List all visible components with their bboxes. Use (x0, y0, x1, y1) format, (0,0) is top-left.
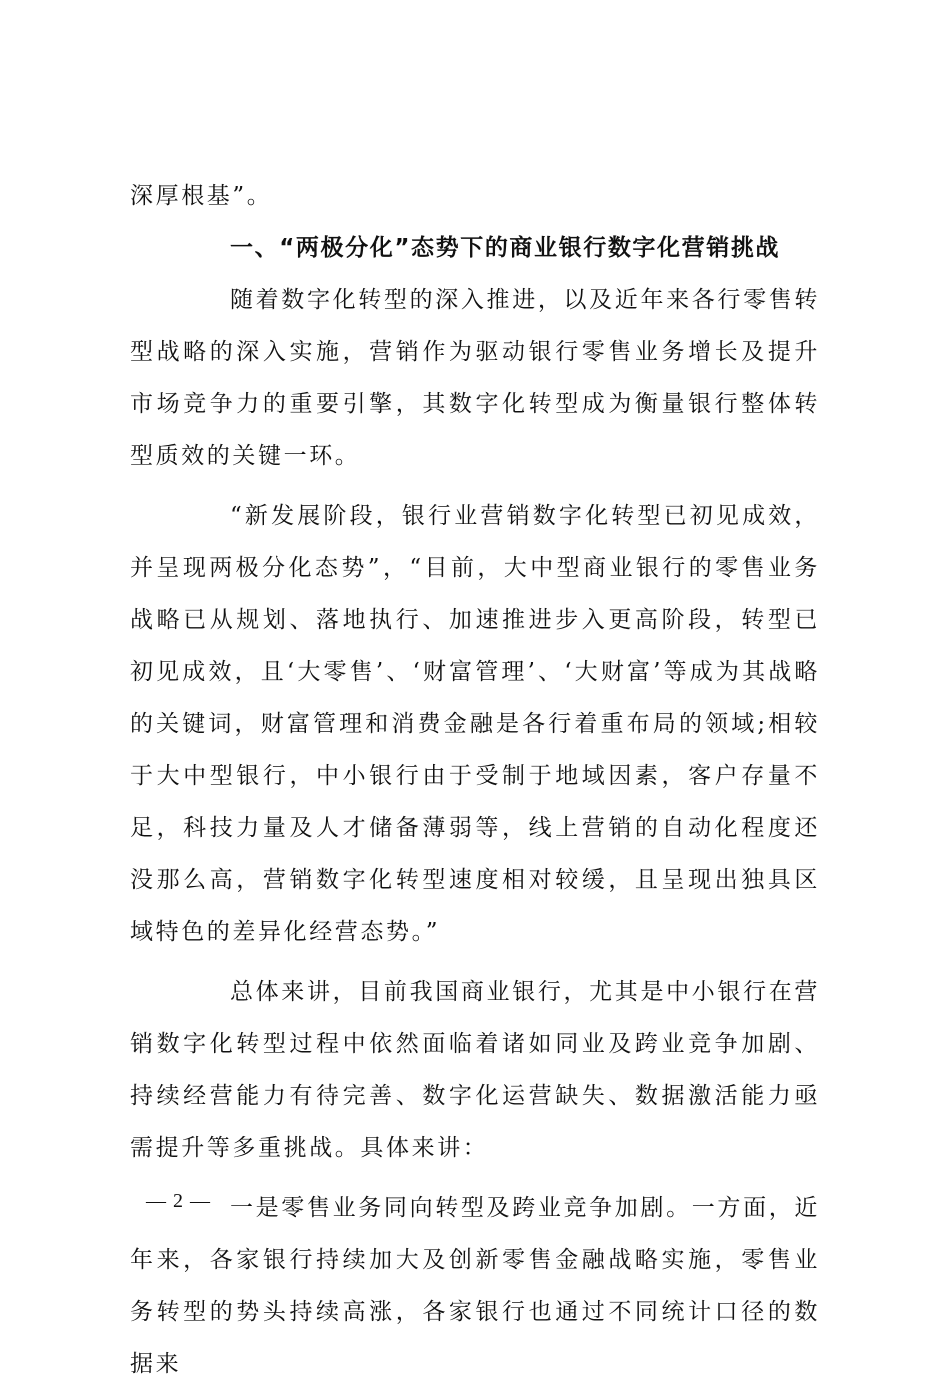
paragraph-quote: “新发展阶段，银行业营销数字化转型已初见成效，并呈现两极分化态势”，“目前，大中型商业银行的零售业务战略已从规划、落地执行、加速推进步入更高阶段，转型已初见成效，且‘大零售’、‘财富管理’、‘大财富’等成为其战略的关键词，财富管理和消费金融是各行着重布局的领域;相较于大中型银行，中小银行由于受制于地域因素，客户存量不足，科技力量及人才储备薄弱等，线上营销的自动化程度还没那么高，营销数字化转型速度相对较缓，且呈现出独具区域特色的差异化经营态势。” (130, 503, 820, 945)
paragraph-point-one: 一是零售业务同向转型及跨业竞争加剧。一方面，近年来，各家银行持续加大及创新零售金融战略实施，零售业务转型的势头持续高涨，各家银行也通过不同统计口径的数据来 (130, 1195, 820, 1377)
paragraph-intro: 随着数字化转型的深入推进，以及近年来各行零售转型战略的深入实施，营销作为驱动银行零售业务增长及提升市场竞争力的重要引擎，其数字化转型成为衡量银行整体转型质效的关键一环。 (130, 287, 820, 469)
paragraph-continuation: 深厚根基”。 (130, 183, 273, 209)
paragraph-summary: 总体来讲，目前我国商业银行，尤其是中小银行在营销数字化转型过程中依然面临着诸如同业及跨业竞争加剧、持续经营能力有待完善、数字化运营缺失、数据激活能力亟需提升等多重挑战。具体来讲： (130, 979, 820, 1161)
document-body (130, 170, 820, 1390)
section-heading: 一、“两极分化”态势下的商业银行数字化营销挑战 (230, 235, 781, 261)
page-number: — 2 — (146, 1190, 211, 1212)
